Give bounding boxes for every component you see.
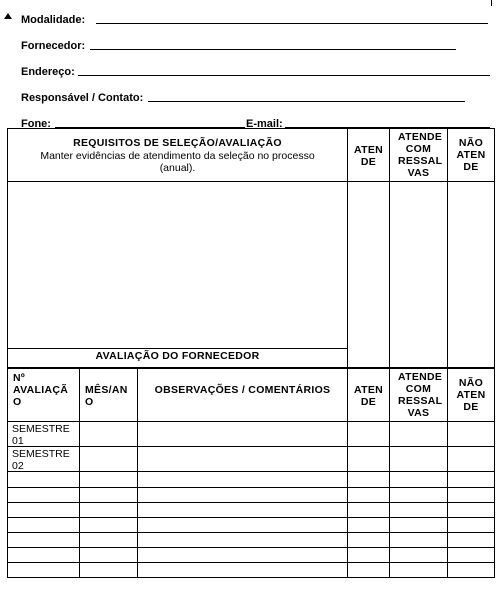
- mes-ano-cell[interactable]: [79, 562, 138, 578]
- atende-cell[interactable]: [347, 471, 390, 488]
- atende-ressalvas-cell[interactable]: [389, 532, 448, 548]
- observacoes-header: OBSERVAÇÕES / COMENTÁRIOS: [137, 368, 348, 422]
- requirements-subtitle: Manter evidências de atendimento da seleção no processo (anual).: [40, 150, 315, 174]
- atende-header-2: ATEN DE: [347, 368, 390, 422]
- atende-cell[interactable]: [347, 532, 390, 548]
- atende-ressalvas-cell[interactable]: [389, 517, 448, 533]
- mes-ano-cell[interactable]: [79, 446, 138, 472]
- observacoes-cell[interactable]: [137, 471, 348, 488]
- corner-mark: [491, 0, 492, 6]
- num-avaliacao-cell[interactable]: [7, 547, 80, 563]
- mes-ano-cell[interactable]: [79, 421, 138, 447]
- nao-atende-cell[interactable]: [447, 547, 495, 563]
- atende-ressalvas-cell[interactable]: [389, 547, 448, 563]
- atende-ressalvas-cell[interactable]: [389, 562, 448, 578]
- atende-ressalvas-cell[interactable]: [389, 421, 448, 447]
- avaliacao-section: [7, 348, 348, 368]
- observacoes-cell[interactable]: [137, 562, 348, 578]
- mes-ano-cell[interactable]: [79, 547, 138, 563]
- modalidade-field[interactable]: [96, 23, 488, 24]
- responsavel-field[interactable]: [148, 101, 465, 102]
- semestre-01-label: SEMESTRE 01: [12, 423, 70, 447]
- atende-cell[interactable]: [347, 517, 390, 533]
- nao-atende-cell[interactable]: [447, 562, 495, 578]
- modalidade-label: Modalidade:: [21, 14, 86, 26]
- observacoes-cell[interactable]: [137, 421, 348, 447]
- fornecedor-label: Fornecedor:: [21, 40, 86, 52]
- num-avaliacao-cell[interactable]: [7, 562, 80, 578]
- requirements-header: [7, 128, 348, 182]
- atende-cell[interactable]: [347, 562, 390, 578]
- nao-atende-cell[interactable]: [447, 446, 495, 472]
- atende-ressalvas-cell[interactable]: [389, 446, 448, 472]
- nao-atende-cell[interactable]: [447, 502, 495, 518]
- num-avaliacao-cell[interactable]: [7, 517, 80, 533]
- table-row[interactable]: [7, 421, 80, 447]
- email-label: E-mail:: [246, 118, 283, 130]
- atende-header: ATEN DE: [347, 128, 390, 182]
- nao-atende-header-2: NÃO ATEN DE: [447, 368, 495, 422]
- atende-cell[interactable]: [347, 487, 390, 503]
- endereco-label: Endereço:: [21, 66, 75, 78]
- atende-ressalvas-header-2: ATENDE COM RESSAL VAS: [389, 368, 448, 422]
- observacoes-cell[interactable]: [137, 446, 348, 472]
- observacoes-cell[interactable]: [137, 532, 348, 548]
- mes-ano-cell[interactable]: [79, 487, 138, 503]
- observacoes-cell[interactable]: [137, 487, 348, 503]
- num-avaliacao-cell[interactable]: [7, 471, 80, 488]
- requirements-title: REQUISITOS DE SELEÇÃO/AVALIAÇÃO: [73, 137, 282, 149]
- avaliacao-title: AVALIAÇÃO DO FORNECEDOR: [95, 350, 260, 362]
- atende-cell[interactable]: [347, 502, 390, 518]
- fone-label: Fone:: [21, 118, 51, 130]
- atende-cell[interactable]: [347, 446, 390, 472]
- observacoes-cell[interactable]: [137, 517, 348, 533]
- responsavel-label: Responsável / Contato:: [21, 92, 144, 104]
- nao-atende-cell[interactable]: [447, 517, 495, 533]
- atende-ressalvas-cell[interactable]: [389, 471, 448, 488]
- observacoes-cell[interactable]: [137, 502, 348, 518]
- nao-atende-body[interactable]: [447, 181, 495, 368]
- mes-ano-cell[interactable]: [79, 502, 138, 518]
- fornecedor-field[interactable]: [90, 49, 456, 50]
- mes-ano-cell[interactable]: [79, 471, 138, 488]
- atende-ressalvas-cell[interactable]: [389, 502, 448, 518]
- atende-body[interactable]: [347, 181, 390, 368]
- observacoes-cell[interactable]: [137, 547, 348, 563]
- requirements-body[interactable]: [7, 181, 348, 349]
- atende-ressalvas-body[interactable]: [389, 181, 448, 368]
- num-avaliacao-cell[interactable]: [7, 502, 80, 518]
- atende-cell[interactable]: [347, 547, 390, 563]
- atende-cell[interactable]: [347, 421, 390, 447]
- nao-atende-cell[interactable]: [447, 421, 495, 447]
- table-row[interactable]: [7, 446, 80, 472]
- nao-atende-cell[interactable]: [447, 532, 495, 548]
- nao-atende-cell[interactable]: [447, 487, 495, 503]
- num-avaliacao-header: Nº AVALIAÇÃ O: [7, 368, 80, 422]
- atende-ressalvas-header: ATENDE COM RESSAL VAS: [389, 128, 448, 182]
- nao-atende-cell[interactable]: [447, 471, 495, 488]
- endereco-field[interactable]: [78, 75, 490, 76]
- nao-atende-header: NÃO ATEN DE: [447, 128, 495, 182]
- collapse-triangle-icon: [4, 13, 12, 19]
- mes-ano-cell[interactable]: [79, 517, 138, 533]
- mes-ano-cell[interactable]: [79, 532, 138, 548]
- semestre-02-label: SEMESTRE 02: [12, 448, 70, 472]
- num-avaliacao-cell[interactable]: [7, 532, 80, 548]
- mes-ano-header: MÊS/AN O: [79, 368, 138, 422]
- num-avaliacao-cell[interactable]: [7, 487, 80, 503]
- atende-ressalvas-cell[interactable]: [389, 487, 448, 503]
